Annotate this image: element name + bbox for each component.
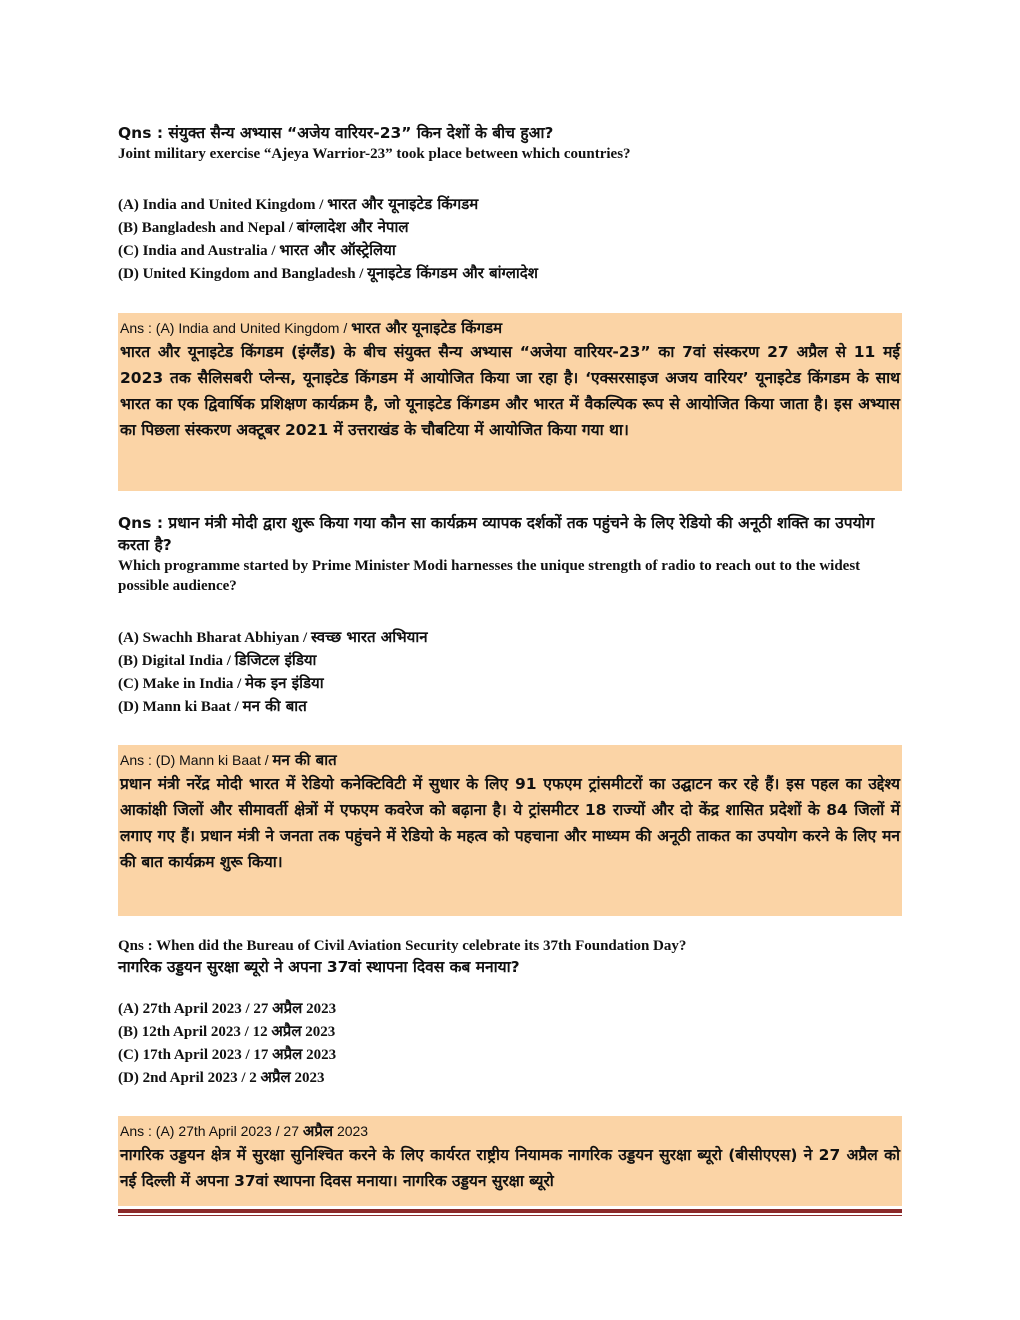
option-a: (A) 27th April 2023 / 27 अप्रैल 2023 xyxy=(118,999,337,1017)
answer-2-heading: Ans : (D) Mann ki Baat / मन की बात xyxy=(120,751,337,769)
answer-box-1 xyxy=(118,313,902,491)
question-1-english: Joint military exercise “Ajeya Warrior-23” took place between which countries? xyxy=(118,146,631,162)
option-b: (B) 12th April 2023 / 12 अप्रैल 2023 xyxy=(118,1022,336,1040)
option-b: (B) Bangladesh and Nepal / बांग्लादेश और नेपाल xyxy=(118,218,409,236)
option-a: (A) India and United Kingdom / भारत और यूनाइटेड किंगडम xyxy=(118,195,479,213)
footer-divider xyxy=(118,1209,902,1213)
answer-1-explanation: भारत और यूनाइटेड किंगडम (इंग्लैंड) के बीच संयुक्त सैन्य अभ्यास “अजेया वारियर-23” का 7वां संस्करण 27 अप्रैल से 11 मई 2023 तक सैलिसबरी प्लेन्स, यूनाइटेड किंगडम में आयोजित किया जा रहा है। ‘एक्सरसाइज अजय वारियर’ यूनाइटेड किंगडम के साथ भारत का एक द्विवार्षिक प्रशिक्षण कार्यक्रम है, जो यूनाइटेड किंगडम और भारत में वैकल्पिक रूप से आयोजित किया जाता है। इस अभ्यास का पिछला संस्करण अक्टूबर 2021 में उत्तराखंड के चौबटिया में आयोजित किया गया था। xyxy=(120,343,900,439)
question-3-hindi: नागरिक उड्डयन सुरक्षा ब्यूरो ने अपना 37वां स्थापना दिवस कब मनाया? xyxy=(118,958,520,976)
question-3 xyxy=(118,936,902,978)
option-b: (B) Digital India / डिजिटल इंडिया xyxy=(118,651,317,669)
option-a: (A) Swachh Bharat Abhiyan / स्वच्छ भारत अभियान xyxy=(118,628,428,646)
answer-box-2 xyxy=(118,745,902,916)
answer-2-explanation: प्रधान मंत्री नरेंद्र मोदी भारत में रेडियो कनेक्टिविटी में सुधार के लिए 91 एफएम ट्रांसमीटरों का उद्घाटन कर रहे हैं। इस पहल का उद्देश्य आकांक्षी जिलों और सीमावर्ती क्षेत्रों में एफएम कवरेज को बढ़ाना है। ये ट्रांसमीटर 18 राज्यों और दो केंद्र शासित प्रदेशों के 84 जिलों में लगाए गए हैं। प्रधान मंत्री ने जनता तक पहुंचने में रेडियो के महत्व को पहचाना और माध्यम की अनूठी ताकत का उपयोग करने के लिए मन की बात कार्यक्रम शुरू किया। xyxy=(120,775,900,871)
option-c: (C) 17th April 2023 / 17 अप्रैल 2023 xyxy=(118,1045,337,1063)
question-1-hindi: Qns : संयुक्त सैन्य अभ्यास “अजेय वारियर-23” किन देशों के बीच हुआ? xyxy=(118,124,554,142)
answer-3-explanation: नागरिक उड्डयन क्षेत्र में सुरक्षा सुनिश्चित करने के लिए कार्यरत राष्ट्रीय नियामक नागरिक उड्डयन सुरक्षा ब्यूरो (बीसीएएस) ने 27 अप्रैल को नई दिल्ली में अपना 37वां स्थापना दिवस मनाया। नागरिक उड्डयन सुरक्षा ब्यूरो xyxy=(120,1146,900,1190)
answer-3-heading: Ans : (A) 27th April 2023 / 27 अप्रैल 2023 xyxy=(120,1122,369,1140)
question-2-english: Which programme started by Prime Minister Modi harnesses the unique strength of radio to reach out to the widest possible audience? xyxy=(118,558,861,594)
question-3-options xyxy=(118,997,902,1089)
option-c: (C) India and Australia / भारत और ऑस्ट्रेलिया xyxy=(118,241,396,259)
option-d: (D) United Kingdom and Bangladesh / यूनाइटेड किंगडम और बांग्लादेश xyxy=(118,264,538,282)
footer-divider-thin xyxy=(118,1215,902,1216)
question-1 xyxy=(118,122,902,164)
question-2 xyxy=(118,512,902,596)
answer-box-3 xyxy=(118,1116,902,1206)
question-1-options xyxy=(118,193,902,285)
question-2-options xyxy=(118,626,902,718)
option-d: (D) Mann ki Baat / मन की बात xyxy=(118,697,307,715)
option-c: (C) Make in India / मेक इन इंडिया xyxy=(118,674,324,692)
answer-1-heading: Ans : (A) India and United Kingdom / भारत और यूनाइटेड किंगडम xyxy=(120,319,503,337)
question-3-english: Qns : When did the Bureau of Civil Aviation Security celebrate its 37th Foundation Day? xyxy=(118,938,687,954)
question-2-hindi: Qns : प्रधान मंत्री मोदी द्वारा शुरू किया गया कौन सा कार्यक्रम व्यापक दर्शकों तक पहुंचने के लिए रेडियो की अनूठी शक्ति का उपयोग करता है? xyxy=(118,514,875,554)
option-d: (D) 2nd April 2023 / 2 अप्रैल 2023 xyxy=(118,1068,325,1086)
